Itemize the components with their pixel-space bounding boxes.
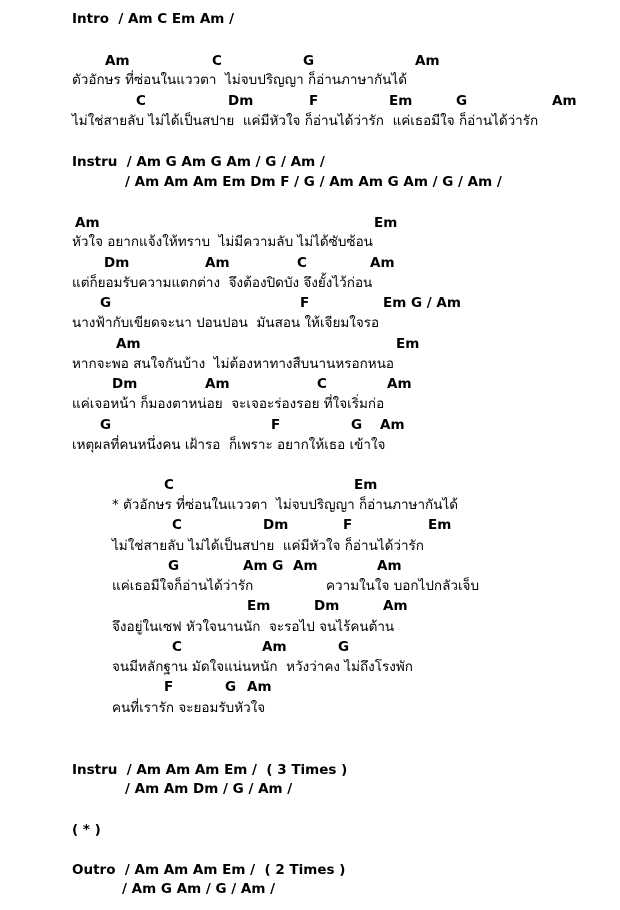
chord: Am [205,376,230,392]
chord: C [136,93,146,109]
lyric-line: ไม่ใช่สายลับ ไม่ได้เป็นสปาย แค่มีหัวใจ ก็อ่านได้ว่ารัก [112,538,424,554]
chord: Am [387,376,412,392]
instru-line: Instru / Am Am Am Em / ( 3 Times ) [72,762,348,778]
chord: G [338,639,350,655]
lyric-line: ตัวอักษร ที่ซ่อนในแววตา ไม่จบปริญญา ก็อ่านภาษากันได้ [72,72,407,88]
chord: Dm [263,517,289,533]
chord: Am [415,53,440,69]
chord: Em G / Am [383,295,461,311]
chord: Em [354,477,378,493]
chord: Am [116,336,141,352]
outro-line: Outro / Am Am Am Em / ( 2 Times ) [72,862,346,878]
chord: Em [247,598,271,614]
chord: C [172,517,182,533]
lyric-line: แค่เธอมีใจก็อ่านได้ว่ารัก [112,578,254,594]
chord: Am [552,93,577,109]
chord: Am [262,639,287,655]
chord: Em [374,215,398,231]
instru-line: / Am Am Dm / G / Am / [125,781,293,797]
chord: C [172,639,182,655]
instru-line: / Am Am Am Em Dm F / G / Am Am G Am / G / Am / [125,174,502,190]
chord: Am [377,558,402,574]
chord: F [300,295,310,311]
chord: Dm [112,376,138,392]
chord: G [225,679,237,695]
chord: G [168,558,180,574]
chord: Em [428,517,452,533]
lyric-line: ความในใจ บอกไปกลัวเจ็บ [326,578,480,594]
lyric-line: จึงอยู่ในเซฟ หัวใจนานนัก จะรอไป จนไร้คนต้าน [112,619,395,635]
lyric-line: หัวใจ อยากแจ้งให้ทราบ ไม่มีความลับ ไม่ได้ซับซ้อน [72,234,373,250]
chord: G [456,93,468,109]
chord: Am [293,558,318,574]
lyric-line: แค่เจอหน้า ก็มองตาหน่อย จะเจอะร่องรอย ที่ใจเริ่มก่อ [72,396,385,412]
lyric-line: จนมีหลักฐาน มัดใจแน่นหนัก หวังว่าคง ไม่ถึงโรงพัก [112,659,413,675]
lyric-line: * ตัวอักษร ที่ซ่อนในแววตา ไม่จบปริญญา ก็อ่านภาษากันได้ [112,497,458,513]
chord: Am G [243,558,284,574]
chord: Am [205,255,230,271]
chord: Am [105,53,130,69]
lyric-line: คนที่เรารัก จะยอมรับหัวใจ [112,700,266,716]
chord: Em [389,93,413,109]
instru-line: Instru / Am G Am G Am / G / Am / [72,154,325,170]
lyric-line: ไม่ใช่สายลับ ไม่ได้เป็นสปาย แค่มีหัวใจ ก็อ่านได้ว่ารัก แค่เธอมีใจ ก็อ่านได้ว่ารัก [72,113,539,129]
chord: Dm [104,255,130,271]
chord: Am [383,598,408,614]
chord: Am [247,679,272,695]
lyric-line: นางฟ้ากับเขียดจะนา ปอนปอน มันสอน ให้เจียมใจรอ [72,315,380,331]
chord: C [297,255,307,271]
chord: Em [396,336,420,352]
outro-line: / Am G Am / G / Am / [122,881,276,897]
chord: F [343,517,353,533]
chord: G [303,53,315,69]
chord: F [164,679,174,695]
chord: Dm [314,598,340,614]
chord: C [164,477,174,493]
lyric-line: แต่ก็ยอมรับความแตกต่าง จึงต้องปิดบัง จึงยั้งไว้ก่อน [72,275,373,291]
lyric-line: หากจะพอ สนใจกันบ้าง ไม่ต้องหาทางสืบนานหรอกหนอ [72,356,395,372]
lyric-line: เหตุผลที่คนหนึ่งคน เฝ้ารอ ก็เพราะ อยากให้เธอ เข้าใจ [72,437,386,453]
chord: F [309,93,319,109]
chord: Dm [228,93,254,109]
chord: G [100,417,112,433]
chord: C [212,53,222,69]
chord: Am [380,417,405,433]
chord: G [351,417,363,433]
chord: Am [75,215,100,231]
intro-line: Intro / Am C Em Am / [72,11,235,27]
chord: Am [370,255,395,271]
repeat-marker: ( * ) [72,822,101,838]
chord: G [100,295,112,311]
chord: C [317,376,327,392]
chord: F [271,417,281,433]
